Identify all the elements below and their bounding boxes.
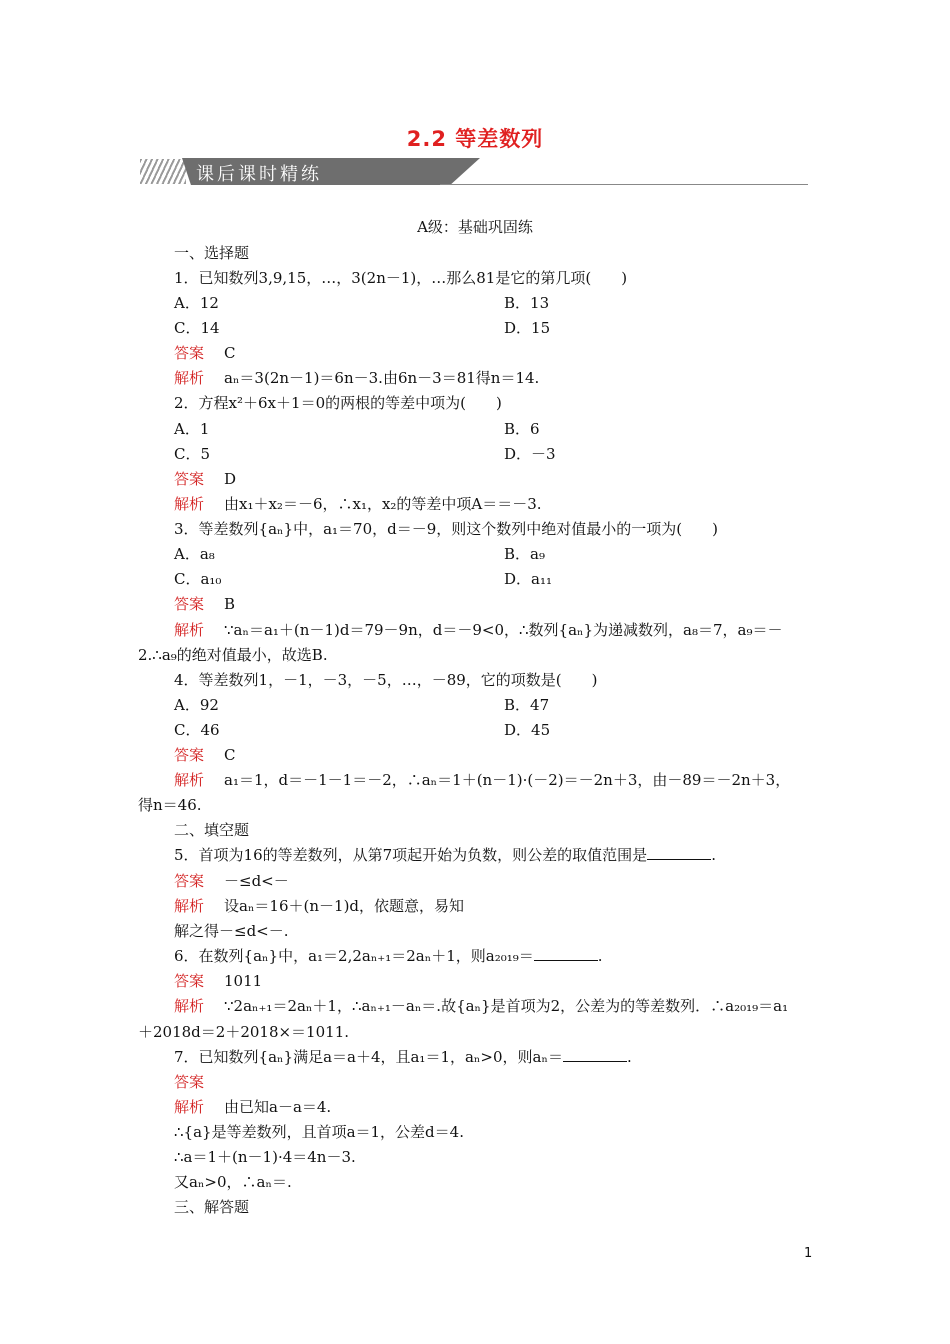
answer-value: C bbox=[224, 746, 236, 764]
question-7-stem bbox=[174, 1047, 632, 1067]
answer-label: 答案 bbox=[174, 344, 205, 362]
option-a: A．12 bbox=[174, 294, 219, 312]
question-5-analysis bbox=[174, 896, 464, 916]
option-a: A．1 bbox=[174, 420, 210, 438]
analysis-text: 设aₙ＝16＋(n－1)d，依题意，易知 bbox=[224, 897, 465, 915]
option-c: C．14 bbox=[174, 319, 220, 337]
question-6-answer bbox=[174, 971, 262, 991]
question-1-analysis bbox=[174, 368, 539, 388]
banner-rule bbox=[440, 184, 808, 185]
stem-text: 7．已知数列{aₙ}满足a＝a＋4，且a₁＝1，aₙ>0，则aₙ＝ bbox=[174, 1048, 563, 1066]
question-7-analysis bbox=[174, 1097, 331, 1117]
question-7-analysis-line: ∴a＝1＋(n－1)·4＝4n－3. bbox=[174, 1148, 356, 1166]
question-7-analysis-line: ∴{a}是等差数列，且首项a＝1，公差d＝4. bbox=[174, 1123, 464, 1141]
option-a: A．a₈ bbox=[174, 545, 215, 563]
option-c: C．46 bbox=[174, 721, 220, 739]
question-4-analysis bbox=[174, 770, 790, 790]
analysis-label: 解析 bbox=[174, 1098, 205, 1116]
answer-label: 答案 bbox=[174, 872, 205, 890]
answer-value: C bbox=[224, 344, 236, 362]
answer-value: D bbox=[224, 470, 237, 488]
question-3-stem: 3．等差数列{aₙ}中，a₁＝70，d＝－9，则这个数列中绝对值最小的一项为( ) bbox=[174, 520, 718, 538]
analysis-text: 由已知a－a＝4. bbox=[224, 1098, 332, 1116]
analysis-label: 解析 bbox=[174, 997, 205, 1015]
analysis-label: 解析 bbox=[174, 495, 205, 513]
answer-label: 答案 bbox=[174, 595, 205, 613]
part-heading-solve: 三、解答题 bbox=[174, 1198, 250, 1216]
question-6-analysis bbox=[174, 996, 788, 1016]
stem-end: . bbox=[711, 846, 716, 864]
level-heading: A级：基础巩固练 bbox=[417, 218, 533, 236]
question-4-answer bbox=[174, 745, 235, 765]
answer-label: 答案 bbox=[174, 470, 205, 488]
part-heading-fill: 二、填空题 bbox=[174, 821, 250, 839]
option-c: C．a₁₀ bbox=[174, 570, 222, 588]
question-4-stem: 4．等差数列1，－1，－3，－5，…，－89，它的项数是( ) bbox=[174, 671, 598, 689]
question-3-analysis bbox=[174, 620, 783, 640]
question-5-answer bbox=[174, 871, 289, 891]
question-6-stem bbox=[174, 946, 603, 966]
stem-text: 6．在数列{aₙ}中，a₁＝2,2aₙ₊₁＝2aₙ＋1，则a₂₀₁₉＝ bbox=[174, 947, 534, 965]
answer-blank bbox=[563, 1047, 627, 1062]
question-2-answer bbox=[174, 469, 236, 489]
question-6-analysis-cont: ＋2018d＝2＋2018×＝1011. bbox=[138, 1023, 350, 1041]
stem-text: 5．首项为16的等差数列，从第7项起开始为负数，则公差的取值范围是 bbox=[174, 846, 648, 864]
analysis-label: 解析 bbox=[174, 621, 205, 639]
analysis-label: 解析 bbox=[174, 369, 205, 387]
question-1-answer bbox=[174, 343, 235, 363]
question-4-analysis-cont: 得n＝46. bbox=[138, 796, 202, 814]
option-d: D．a₁₁ bbox=[504, 570, 552, 588]
stem-end: . bbox=[597, 947, 603, 965]
analysis-label: 解析 bbox=[174, 771, 205, 789]
answer-value: －≤d<－ bbox=[224, 872, 289, 890]
analysis-text: a₁＝1，d＝－1－1＝－2，∴aₙ＝1＋(n－1)·(－2)＝－2n＋3，由－89＝－2n＋3， bbox=[224, 771, 791, 789]
analysis-text: 由x₁＋x₂＝－6，∴x₁，x₂的等差中项A＝＝－3. bbox=[224, 495, 542, 513]
option-c: C．5 bbox=[174, 445, 211, 463]
question-7-analysis-line: 又aₙ>0，∴aₙ＝. bbox=[174, 1173, 292, 1191]
question-3-analysis-cont: 2.∴a₉的绝对值最小，故选B. bbox=[138, 646, 328, 664]
question-7-answer bbox=[174, 1072, 224, 1092]
page-title: 2.2 等差数列 bbox=[406, 127, 544, 151]
option-d: D．15 bbox=[504, 319, 551, 337]
answer-blank bbox=[647, 845, 711, 860]
option-b: B．a₉ bbox=[504, 545, 545, 563]
stem-end: . bbox=[626, 1048, 632, 1066]
question-1-stem: 1．已知数列3,9,15，…，3(2n－1)，…那么81是它的第几项( ) bbox=[174, 269, 628, 287]
banner-stripes bbox=[140, 159, 186, 184]
analysis-text: ∵aₙ＝a₁＋(n－1)d＝79－9n，d＝－9<0，∴数列{aₙ}为递减数列，a₈＝7，a₉＝－ bbox=[224, 621, 783, 639]
answer-label: 答案 bbox=[174, 1073, 205, 1091]
question-3-answer bbox=[174, 594, 235, 614]
option-a: A．92 bbox=[174, 696, 219, 714]
answer-label: 答案 bbox=[174, 972, 205, 990]
question-5-analysis-cont: 解之得－≤d<－. bbox=[174, 922, 289, 940]
answer-label: 答案 bbox=[174, 746, 205, 764]
question-2-analysis bbox=[174, 494, 542, 514]
option-d: D．45 bbox=[504, 721, 551, 739]
option-d: D．－3 bbox=[504, 445, 556, 463]
option-b: B．47 bbox=[504, 696, 550, 714]
answer-value: 1011 bbox=[224, 972, 263, 990]
banner-text: 课后课时精练 bbox=[196, 164, 322, 185]
section-banner bbox=[140, 158, 808, 188]
option-b: B．13 bbox=[504, 294, 550, 312]
question-2-stem: 2．方程x²＋6x＋1＝0的两根的等差中项为( ) bbox=[174, 394, 502, 412]
answer-blank bbox=[534, 946, 598, 961]
option-b: B．6 bbox=[504, 420, 540, 438]
question-5-stem bbox=[174, 845, 716, 865]
analysis-text: aₙ＝3(2n－1)＝6n－3.由6n－3＝81得n＝14. bbox=[224, 369, 540, 387]
answer-value: B bbox=[224, 595, 236, 613]
analysis-label: 解析 bbox=[174, 897, 205, 915]
part-heading-choice: 一、选择题 bbox=[174, 244, 250, 262]
page-number: 1 bbox=[804, 1246, 813, 1261]
analysis-text: ∵2aₙ₊₁＝2aₙ＋1，∴aₙ₊₁－aₙ＝.故{aₙ}是首项为2，公差为的等差数列．∴a₂₀₁₉＝a₁ bbox=[224, 997, 789, 1015]
